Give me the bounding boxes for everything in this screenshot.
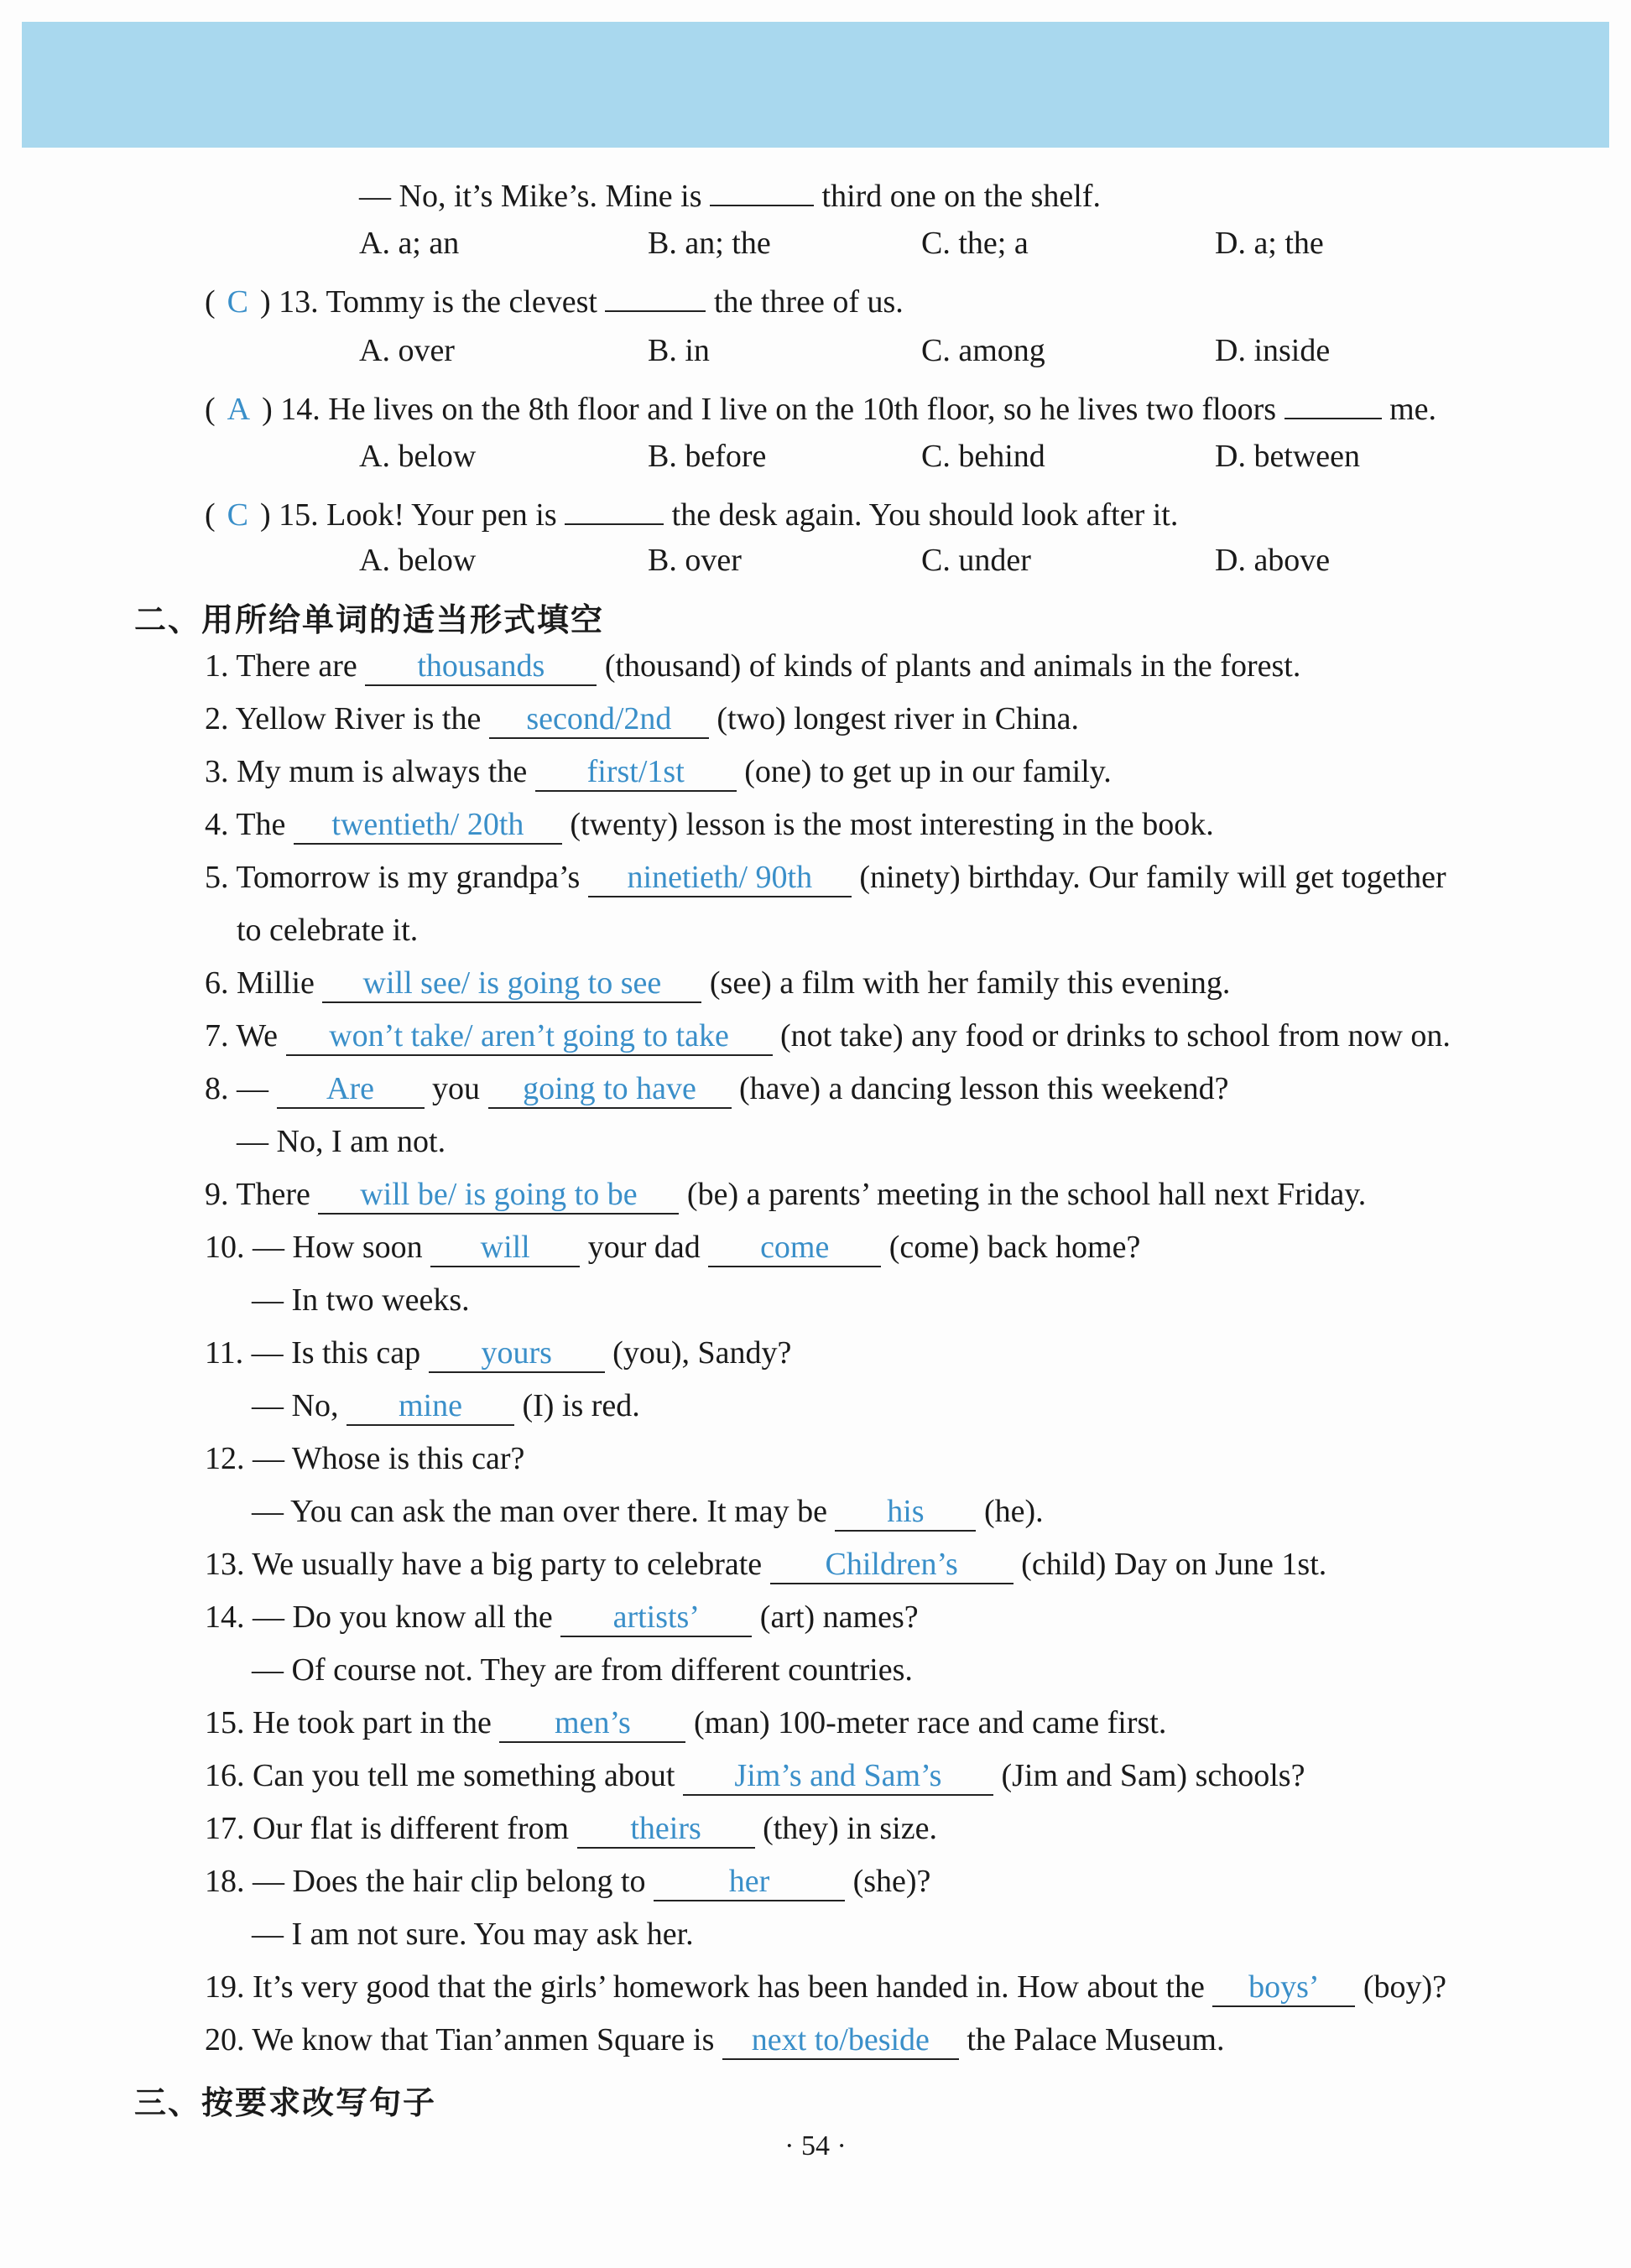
fill-q20: 20. We know that Tian’anmen Square is next to/beside the Palace Museum.	[205, 2020, 1224, 2060]
q13-options: A. over B. in C. among D. inside	[359, 333, 1331, 368]
fill-q3: 3. My mum is always the first/1st (one) to get up in our family.	[205, 752, 1112, 792]
section-2-title: 二、用所给单词的适当形式填空	[134, 601, 605, 638]
fill-q14-reply: — Of course not. They are from different countries.	[252, 1652, 913, 1688]
fill-q13: 13. We usually have a big party to celebrate Children’s (child) Day on June 1st.	[205, 1544, 1326, 1584]
q14-options: A. below B. before C. behind D. between	[359, 439, 1361, 474]
q12-options: A. a; an B. an; the C. the; a D. a; the	[359, 226, 1324, 261]
question-14: ( A ) 14. He lives on the 8th floor and I live on the 10th floor, so he lives two floors me.	[205, 382, 1436, 429]
fill-q18-reply: — I am not sure. You may ask her.	[252, 1917, 694, 1952]
section-3-title: 三、按要求改写句子	[134, 2084, 437, 2121]
fill-q9: 9. There will be/ is going to be (be) a parents’ meeting in the school hall next Friday.	[205, 1174, 1366, 1215]
fill-q19: 19. It’s very good that the girls’ homework has been handed in. How about the boys’ (boy)?	[205, 1967, 1446, 2007]
fill-q11: 11. — Is this cap yours (you), Sandy?	[205, 1333, 791, 1373]
question-13: ( C ) 13. Tommy is the clevest the three of us.	[205, 275, 904, 322]
fill-q18: 18. — Does the hair clip belong to her (she)?	[205, 1861, 930, 1901]
fill-q12: 12. — Whose is this car?	[205, 1441, 525, 1476]
fill-q2: 2. Yellow River is the second/2nd (two) longest river in China.	[205, 699, 1079, 739]
fill-q8-reply: — No, I am not.	[237, 1124, 446, 1159]
answer-15: C	[227, 497, 249, 533]
q15-options: A. below B. over C. under D. above	[359, 543, 1331, 578]
header-band	[22, 22, 1609, 148]
answer-13: C	[227, 284, 249, 320]
question-15: ( C ) 15. Look! Your pen is the desk again. You should look after it.	[205, 488, 1178, 535]
page-number: · 54 ·	[784, 2130, 847, 2161]
fill-q17: 17. Our flat is different from theirs (they) in size.	[205, 1808, 937, 1849]
q12-reply: — No, it’s Mike’s. Mine is third one on the shelf.	[359, 169, 1101, 216]
fill-q1: 1. There are thousands (thousand) of kinds of plants and animals in the forest.	[205, 646, 1300, 686]
fill-q5: 5. Tomorrow is my grandpa’s ninetieth/ 90th (ninety) birthday. Our family will get together	[205, 857, 1446, 897]
fill-q11-reply: — No, mine (I) is red.	[252, 1386, 640, 1426]
fill-q5-continued: to celebrate it.	[237, 913, 419, 948]
fill-q10: 10. — How soon will your dad come (come) back home?	[205, 1227, 1140, 1267]
answer-14: A	[227, 392, 251, 427]
fill-q10-reply: — In two weeks.	[252, 1282, 470, 1318]
fill-q8: 8. — Are you going to have (have) a dancing lesson this weekend?	[205, 1069, 1229, 1109]
fill-q15: 15. He took part in the men’s (man) 100-meter race and came first.	[205, 1703, 1166, 1743]
fill-q6: 6. Millie will see/ is going to see (see) a film with her family this evening.	[205, 963, 1230, 1003]
fill-q14: 14. — Do you know all the artists’ (art) names?	[205, 1597, 919, 1637]
fill-q4: 4. The twentieth/ 20th (twenty) lesson is the most interesting in the book.	[205, 804, 1214, 845]
fill-q7: 7. We won’t take/ aren’t going to take (not take) any food or drinks to school from now on.	[205, 1016, 1451, 1056]
fill-q12-reply: — You can ask the man over there. It may be his (he).	[252, 1491, 1044, 1532]
fill-q16: 16. Can you tell me something about Jim’s and Sam’s (Jim and Sam) schools?	[205, 1756, 1305, 1796]
